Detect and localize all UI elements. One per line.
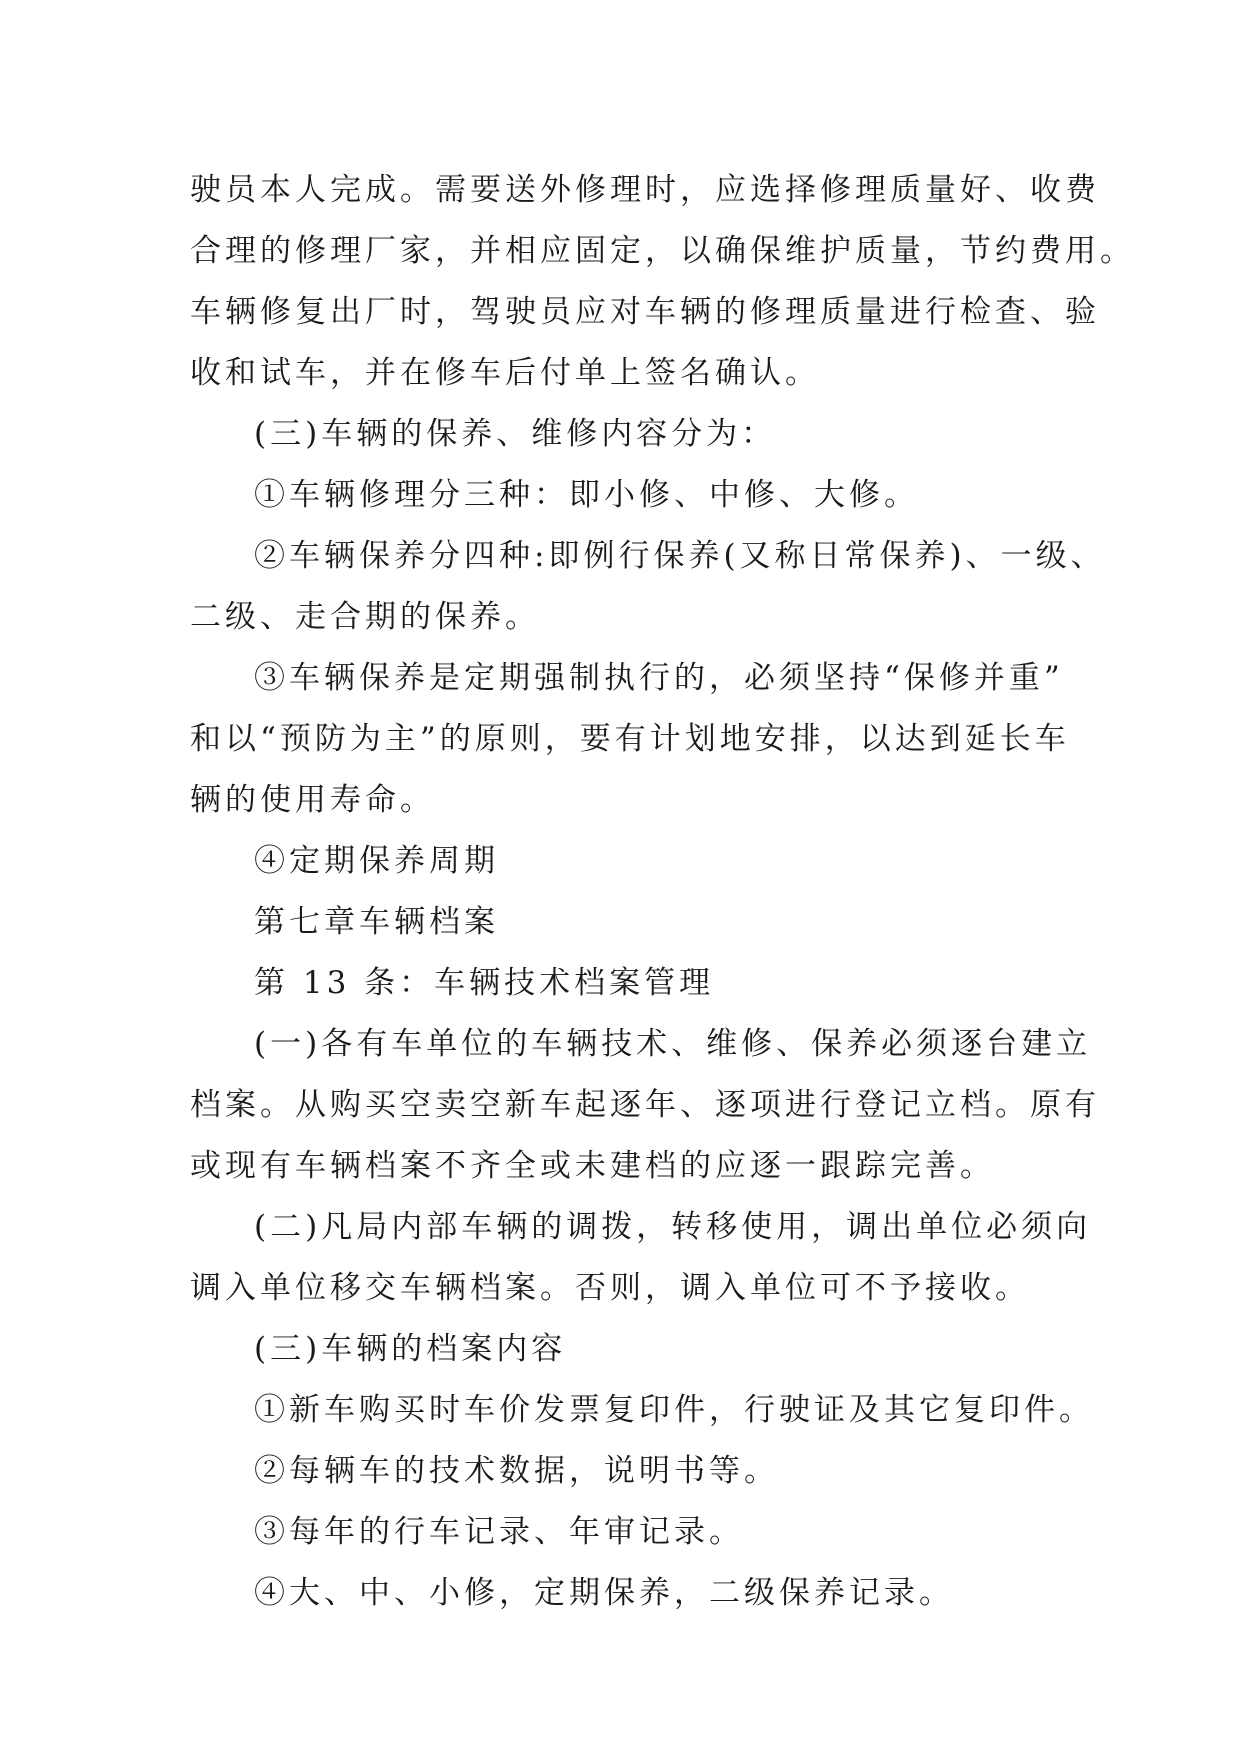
list-item: ③车辆保养是定期强制执行的，必须坚持“保修并重”: [254, 660, 1064, 696]
text-line: 调入单位移交车辆档案。否则，调入单位可不予接收。: [190, 1270, 1030, 1306]
article-heading: 第 13 条：车辆技术档案管理: [254, 965, 715, 1001]
text-line: 驶员本人完成。需要送外修理时，应选择修理质量好、收费: [190, 172, 1100, 208]
text-line: 或现有车辆档案不齐全或未建档的应逐一跟踪完善。: [190, 1148, 995, 1184]
text-line: 收和试车，并在修车后付单上签名确认。: [190, 355, 820, 391]
list-item: ④定期保养周期: [254, 843, 499, 879]
text-line: 辆的使用寿命。: [190, 782, 435, 818]
text-line: 档案。从购买空卖空新车起逐年、逐项进行登记立档。原有: [190, 1087, 1100, 1123]
text-line: 二级、走合期的保养。: [190, 599, 540, 635]
section-heading: (一)各有车单位的车辆技术、维修、保养必须逐台建立: [254, 1026, 1092, 1062]
section-heading: (三)车辆的保养、维修内容分为：: [254, 416, 777, 452]
list-item: ③每年的行车记录、年审记录。: [254, 1514, 744, 1550]
list-item: ①车辆修理分三种：即小修、中修、大修。: [254, 477, 919, 513]
list-item: ②车辆保养分四种:即例行保养(又称日常保养)、一级、: [254, 538, 1106, 574]
text-line: 和以“预防为主”的原则，要有计划地安排，以达到延长车: [190, 721, 1070, 757]
list-item: ④大、中、小修，定期保养，二级保养记录。: [254, 1575, 954, 1611]
text-line: 车辆修复出厂时，驾驶员应对车辆的修理质量进行检查、验: [190, 294, 1100, 330]
section-heading: (二)凡局内部车辆的调拨，转移使用，调出单位必须向: [254, 1209, 1092, 1245]
list-item: ②每辆车的技术数据，说明书等。: [254, 1453, 779, 1489]
text-line: 合理的修理厂家，并相应固定，以确保维护质量，节约费用。: [190, 233, 1135, 269]
section-heading: (三)车辆的档案内容: [254, 1331, 567, 1367]
document-body: [190, 160, 1135, 1624]
chapter-heading: 第七章车辆档案: [254, 904, 499, 940]
list-item: ①新车购买时车价发票复印件，行驶证及其它复印件。: [254, 1392, 1094, 1428]
